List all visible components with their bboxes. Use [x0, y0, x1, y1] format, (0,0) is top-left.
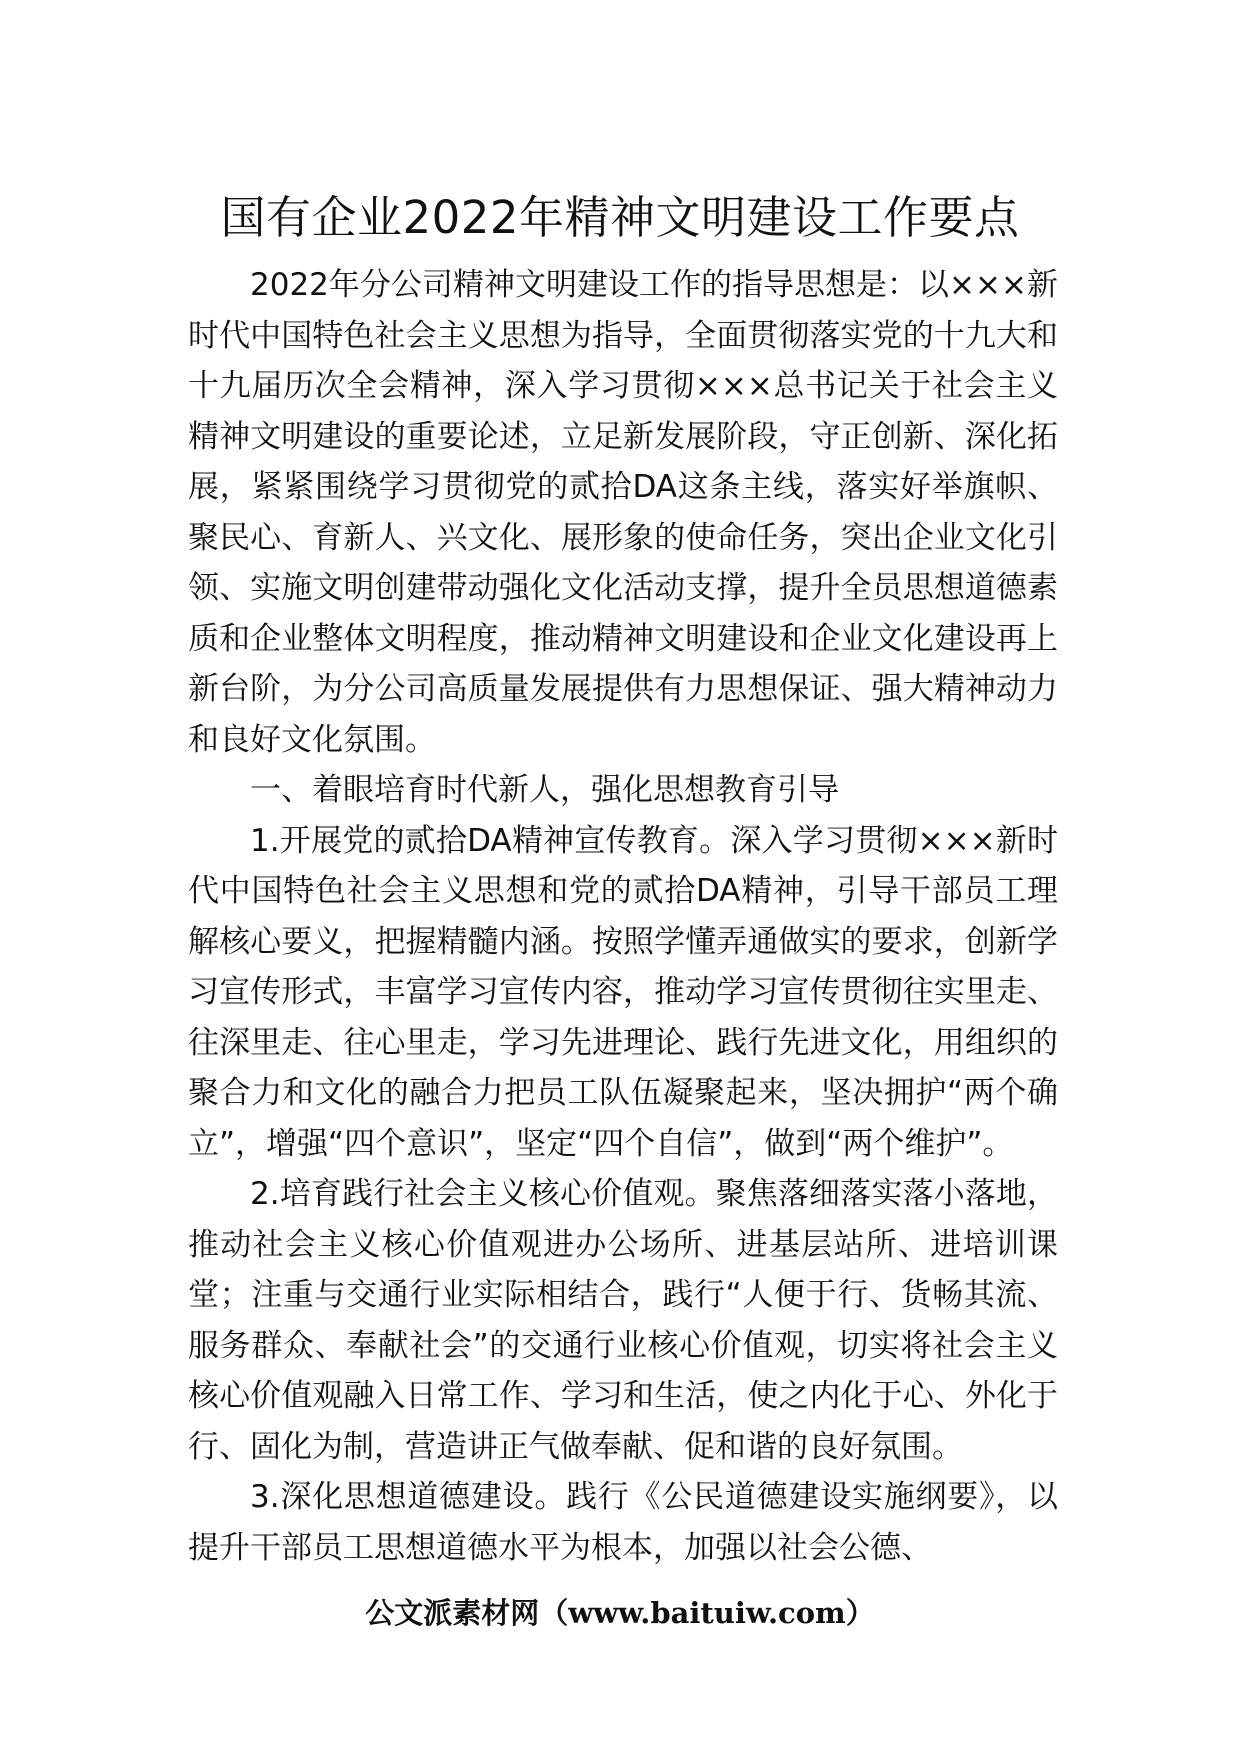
- section-heading-1: 一、着眼培育时代新人，强化思想教育引导: [250, 772, 839, 808]
- paragraph-item-2: 2.培育践行社会主义核心价值观。聚焦落细落实落小落地，推动社会主义核心价值观进办公场所、进基层站所、进培训课堂；注重与交通行业实际相结合，践行“人便于行、货畅其流、服务群众、奉献社会”的交通行业核心价值观，切实将社会主义核心价值观融入日常工作、学习和生活，使之内化于心、外化于行、固化为制，营造讲正气做奉献、促和谐的良好氛围。: [188, 1176, 1058, 1465]
- paragraph-item-1: 1.开展党的贰拾DA精神宣传教育。深入学习贯彻×××新时代中国特色社会主义思想和党的贰拾DA精神，引导干部员工理解核心要义，把握精髓内涵。按照学懂弄通做实的要求，创新学习宣传形式，丰富学习宣传内容，推动学习宣传贯彻往实里走、往深里走、往心里走，学习先进理论、践行先进文化，用组织的聚合力和文化的融合力把员工队伍凝聚起来，坚决拥护“两个确立”，增强“四个意识”，坚定“四个自信”，做到“两个维护”。: [188, 822, 1058, 1162]
- document-body: [188, 260, 1058, 1573]
- footer-watermark: 公文派素材网（www.baituiw.com）: [365, 1596, 875, 1630]
- document-title: 国有企业2022年精神文明建设工作要点: [220, 191, 1020, 244]
- paragraph-guiding-thought: 2022年分公司精神文明建设工作的指导思想是：以×××新时代中国特色社会主义思想为指导，全面贯彻落实党的十九大和十九届历次全会精神，深入学习贯彻×××总书记关于社会主义精神文明建设的重要论述，立足新发展阶段，守正创新、深化拓展，紧紧围绕学习贯彻党的贰拾DA这条主线，落实好举旗帜、聚民心、育新人、兴文化、展形象的使命任务，突出企业文化引领、实施文明创建带动强化文化活动支撑，提升全员思想道德素质和企业整体文明程度，推动精神文明建设和企业文化建设再上新台阶，为分公司高质量发展提供有力思想保证、强大精神动力和良好文化氛围。: [188, 267, 1058, 758]
- paragraph-item-3: 3.深化思想道德建设。践行《公民道德建设实施纲要》，以提升干部员工思想道德水平为根本，加强以社会公德、: [188, 1479, 1058, 1566]
